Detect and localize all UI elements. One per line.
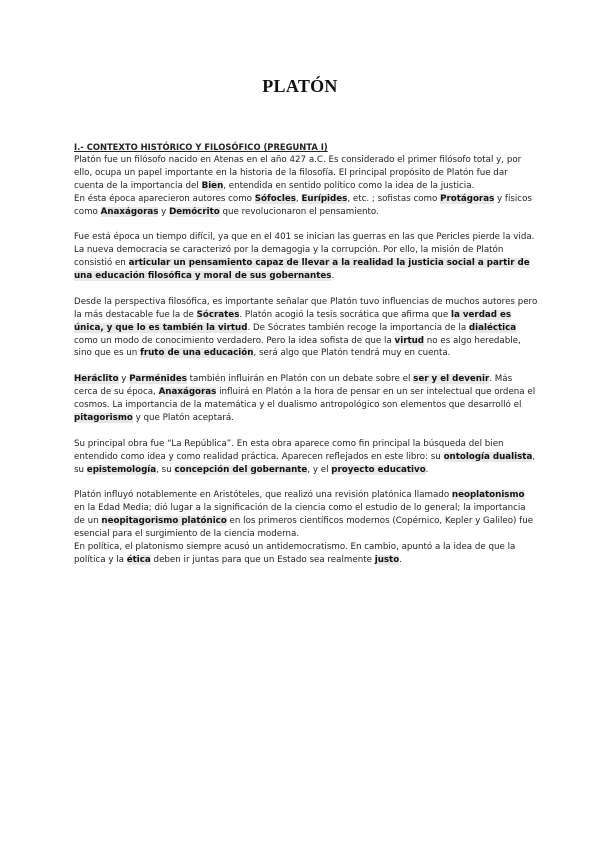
- text-run: ,: [295, 193, 302, 204]
- highlighted-term: virtud: [394, 335, 425, 346]
- highlighted-term: neopitagorismo platónico: [101, 516, 227, 527]
- highlighted-term: dialéctica: [468, 322, 517, 333]
- text-run: como un modo de conocimiento verdadero. Pero la idea sofista de que la: [74, 335, 395, 346]
- highlighted-term: concepción del gobernante: [174, 464, 308, 475]
- page-title: PLATÓN: [262, 76, 338, 96]
- text-run: , etc. ; sofistas como: [347, 193, 441, 204]
- text-run: . Más cerca de su época,: [74, 374, 513, 398]
- highlighted-term: ontología dualista: [443, 451, 533, 462]
- highlighted-term: justo: [374, 554, 400, 565]
- text-run: . Platón acogió la tesis socrática que afirma que: [239, 309, 451, 320]
- paragraph: [74, 438, 538, 477]
- highlighted-term: Heráclito: [74, 374, 119, 385]
- paragraph: [74, 541, 538, 567]
- highlighted-term: epistemología: [86, 464, 157, 475]
- text-run: En política, el platonismo siempre acusó un antidemocratismo. En cambio, apuntó a la idea de que la política y la: [74, 542, 516, 565]
- text-run: y que Platón aceptará.: [132, 412, 234, 423]
- text-run: Su principal obra fue “La República”. En esta obra aparece como fin principal la búsqueda del bien entendido como idea y como realidad práctica. Aparecen reflejados en este libro: su: [74, 438, 504, 462]
- paragraph: [74, 231, 538, 283]
- text-run: . De Sócrates también recoge la importancia de la: [247, 322, 469, 333]
- text-run: que revolucionaron el pensamiento.: [219, 206, 379, 217]
- text-run: Desde la perspectiva filosófica, es importante señalar que Platón tuvo influencias de muchos autores pero la más destacable fue la de: [74, 296, 538, 320]
- paragraph: [74, 296, 538, 361]
- highlighted-term: Demócrito: [169, 206, 220, 217]
- text-run: deben ir juntas para que un Estado sea realmente: [150, 554, 375, 565]
- highlighted-term: Eurípides: [301, 193, 348, 204]
- section-heading: I.- CONTEXTO HISTÓRICO Y FILOSÓFICO (PREGUNTA I): [74, 142, 328, 152]
- highlighted-term: fruto de una educación: [140, 348, 254, 359]
- text-run: , será algo que Platón tendrá muy en cuenta.: [253, 348, 451, 359]
- highlighted-term: Sófocles: [254, 193, 296, 204]
- text-run: influirá en Platón a la hora de pensar en un ser intelectual que ordena el cosmos. La importancia de la matemática y el dualismo antropológico son elementos que desarrolló el: [74, 387, 536, 411]
- text-run: Platón influyó notablemente en Aristóteles, que realizó una revisión platónica llamado: [74, 490, 452, 501]
- highlighted-term: la verdad es única, y que lo es también la virtud: [74, 309, 512, 333]
- highlighted-term: ser y el devenir: [413, 374, 490, 385]
- text-run: , entendida en sentido político como la idea de la justicia.: [223, 180, 475, 191]
- paragraph: [74, 193, 538, 219]
- text-run: también influirán en Platón con un debate sobre el: [186, 374, 414, 385]
- highlighted-term: pitagorismo: [74, 412, 133, 423]
- text-run: no es algo heredable, sino que es un: [74, 335, 521, 359]
- highlighted-term: Anaxágoras: [100, 206, 159, 217]
- highlighted-term: proyecto educativo: [331, 464, 426, 475]
- text-run: en los primeros científicos modernos (Copérnico, Kepler y Galileo) fue esencial para el surgimiento de la ciencia moderna.: [74, 516, 534, 540]
- highlighted-term: Protágoras: [440, 193, 495, 204]
- text-run: .: [425, 464, 429, 475]
- text-run: .: [331, 271, 335, 282]
- highlighted-term: Parménides: [129, 374, 187, 385]
- highlighted-term: articular un pensamiento capaz de llevar a la realidad la justicia social a partir de una educación filosófica y moral de sus gobernantes: [74, 258, 530, 282]
- document-body: [74, 141, 538, 580]
- text-run: , su: [74, 451, 536, 475]
- text-run: Fue está época un tiempo difícil, ya que en el 401 se inician las guerras en las que Pericles pierde la vida. La nueva democracia se caracterizó por la demagogia y la corrupción. Por ello, la misión de Platón consistió en: [74, 232, 535, 269]
- highlighted-term: Anaxágoras: [158, 387, 217, 398]
- text-run: En ésta época aparecieron autores como: [74, 193, 255, 204]
- paragraph: [74, 373, 538, 425]
- highlighted-term: Bien: [201, 180, 224, 191]
- highlighted-term: neoplatonismo: [451, 490, 525, 501]
- text-run: y: [118, 374, 130, 385]
- text-run: .: [399, 554, 402, 565]
- text-run: Platón fue un filósofo nacido en Atenas en el año 427 a.C. Es considerado el primer filósofo total y, por ello, ocupa un papel importante en la historia de la filosofía. El principal propósito de Platón fue dar cuenta de la importancia del: [74, 154, 522, 191]
- paragraph: [74, 489, 538, 541]
- text-run: y: [158, 206, 170, 217]
- text-run: en la Edad Media; dió lugar a la significación de la ciencia como el estudio de lo general; la importancia de un: [74, 503, 526, 527]
- highlighted-term: ética: [126, 554, 151, 565]
- text-run: , su: [156, 464, 175, 475]
- text-run: , y el: [307, 464, 332, 475]
- text-run: y físicos como: [74, 193, 532, 217]
- paragraph: [74, 154, 538, 193]
- highlighted-term: Sócrates: [196, 309, 240, 320]
